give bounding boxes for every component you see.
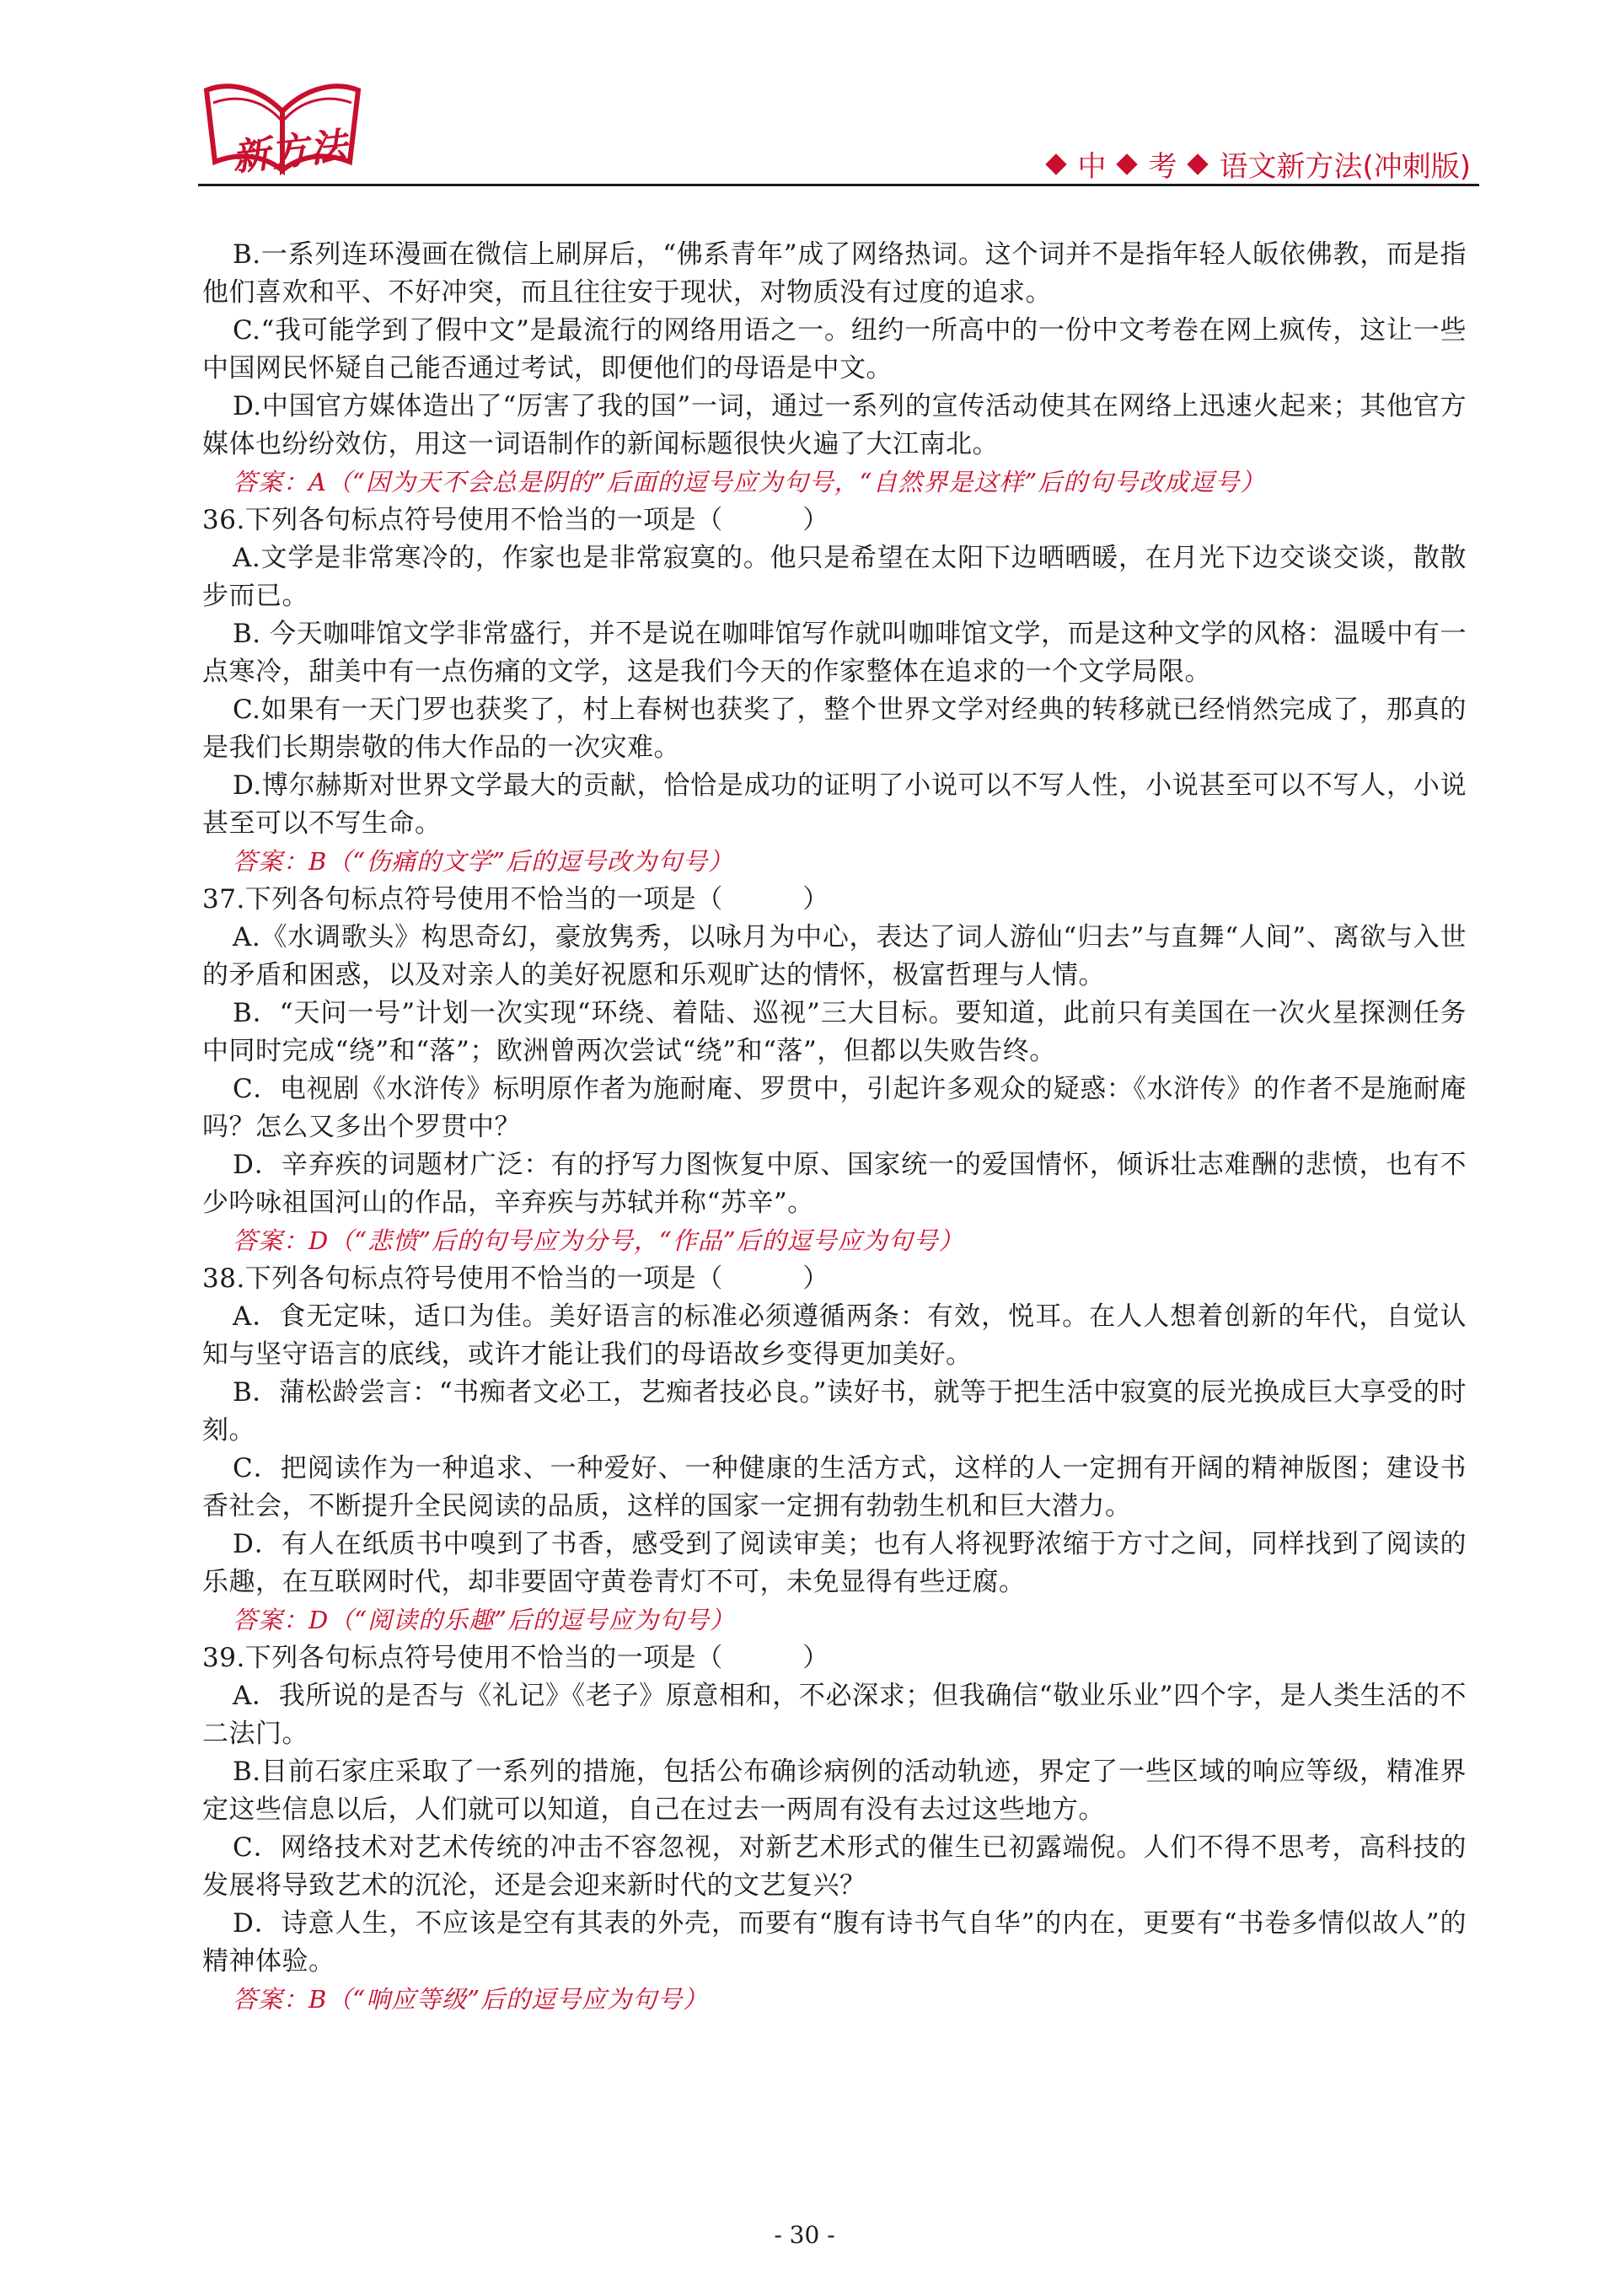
- option-text: C.如果有一天门罗也获奖了，村上春树也获奖了，整个世界文学对经典的转移就已经悄然完成了，那真的是我们长期崇敬的伟大作品的一次灾难。: [202, 695, 1467, 763]
- logo: [198, 69, 367, 187]
- answer-text: 答案：B（“响应等级”后的逗号应为句号）: [233, 1985, 708, 2014]
- option-text: B.一系列连环漫画在微信上刷屏后，“佛系青年”成了网络热词。这个词并不是指年轻人皈依佛教，而是指他们喜欢和平、不好冲突，而且往往安于现状，对物质没有过度的追求。: [202, 239, 1467, 308]
- option-text: C．把阅读作为一种追求、一种爱好、一种健康的生活方式，这样的人一定拥有开阔的精神版图；建设书香社会，不断提升全民阅读的品质，这样的国家一定拥有勃勃生机和巨大潜力。: [202, 1453, 1467, 1521]
- answer-text: 答案：A（“因为天不会总是阴的”后面的逗号应为句号，“自然界是这样”后的句号改成逗号）: [233, 468, 1266, 496]
- option-text: D.博尔赫斯对世界文学最大的贡献，恰恰是成功的证明了小说可以不写人性，小说甚至可以不写人，小说甚至可以不写生命。: [202, 770, 1467, 839]
- option-text: C．电视剧《水浒传》标明原作者为施耐庵、罗贯中，引起许多观众的疑惑：《水浒传》的作者不是施耐庵吗？怎么又多出个罗贯中？: [202, 1074, 1467, 1142]
- series-title: [1042, 143, 1471, 185]
- question-stem: 36.下列各句标点符号使用不恰当的一项是（ ）: [202, 505, 829, 535]
- answer-text: 答案：B（“伤痛的文学”后的逗号改为句号）: [233, 847, 733, 876]
- option-text: A.文学是非常寒冷的，作家也是非常寂寞的。他只是希望在太阳下边晒晒暖，在月光下边交谈交谈，散散步而已。: [202, 543, 1467, 611]
- series-book-title: 语文新方法(冲刺版): [1219, 150, 1471, 184]
- option-text: A．我所说的是否与《礼记》《老子》原意相和，不必深求；但我确信“敬业乐业”四个字，是人类生活的不二法门。: [202, 1681, 1467, 1749]
- question-stem: 37.下列各句标点符号使用不恰当的一项是（ ）: [202, 884, 829, 915]
- page-header: [198, 69, 1479, 196]
- option-text: C.“我可能学到了假中文”是最流行的网络用语之一。纽约一所高中的一份中文考卷在网上疯传，这让一些中国网民怀疑自己能否通过考试，即便他们的母语是中文。: [202, 315, 1467, 384]
- answer-text: 答案：D（“悲愤”后的句号应为分号，“作品”后的逗号应为句号）: [233, 1226, 964, 1255]
- option-text: B.目前石家庄采取了一系列的措施，包括公布确诊病例的活动轨迹，界定了一些区域的响应等级，精准界定这些信息以后，人们就可以知道，自己在过去一两周有没有去过这些地方。: [202, 1757, 1467, 1825]
- option-text: D．诗意人生，不应该是空有其表的外壳，而要有“腹有诗书气自华”的内在，更要有“书卷多情似故人”的精神体验。: [202, 1908, 1467, 1977]
- page-number: - 30 -: [774, 2221, 835, 2249]
- page-content: [202, 236, 1467, 2019]
- option-text: C．网络技术对艺术传统的冲击不容忽视，对新艺术形式的催生已初露端倪。人们不得不思考，高科技的发展将导致艺术的沉沦，还是会迎来新时代的文艺复兴？: [202, 1832, 1467, 1901]
- option-text: A.《水调歌头》构思奇幻，豪放隽秀，以咏月为中心，表达了词人游仙“归去”与直舞“人间”、离欲与入世的矛盾和困惑，以及对亲人的美好祝愿和乐观旷达的情怀，极富哲理与人情。: [202, 922, 1467, 990]
- logo-text: 新方法: [230, 124, 351, 180]
- diamond-icon: [1117, 153, 1138, 174]
- option-text: D．辛弃疾的词题材广泛：有的抒写力图恢复中原、国家统一的爱国情怀，倾诉壮志难酬的悲愤，也有不少吟咏祖国河山的作品，辛弃疾与苏轼并称“苏辛”。: [202, 1150, 1467, 1218]
- question-stem: 39.下列各句标点符号使用不恰当的一项是（ ）: [202, 1643, 829, 1673]
- diamond-icon: [1188, 153, 1209, 174]
- option-text: B．蒲松龄尝言：“书痴者文必工，艺痴者技必良。”读好书，就等于把生活中寂寞的辰光换成巨大享受的时刻。: [202, 1377, 1467, 1446]
- question-stem: 38.下列各句标点符号使用不恰当的一项是（ ）: [202, 1263, 829, 1294]
- series-part1: 中: [1077, 150, 1107, 184]
- answer-text: 答案：D（“阅读的乐趣”后的逗号应为句号）: [233, 1606, 735, 1634]
- option-text: B．“天问一号”计划一次实现“环绕、着陆、巡视”三大目标。要知道，此前只有美国在一次火星探测任务中同时完成“绕”和“落”；欧洲曾两次尝试“绕”和“落”，但都以失败告终。: [202, 998, 1467, 1066]
- option-text: D．有人在纸质书中嗅到了书香，感受到了阅读审美；也有人将视野浓缩于方寸之间，同样找到了阅读的乐趣，在互联网时代，却非要固守黄卷青灯不可，未免显得有些迂腐。: [202, 1529, 1467, 1597]
- series-part2: 考: [1148, 150, 1177, 184]
- header-divider: [198, 184, 1479, 186]
- diamond-icon: [1046, 153, 1067, 174]
- option-text: A．食无定味，适口为佳。美好语言的标准必须遵循两条：有效，悦耳。在人人想着创新的年代，自觉认知与坚守语言的底线，或许才能让我们的母语故乡变得更加美好。: [202, 1301, 1467, 1370]
- option-text: B. 今天咖啡馆文学非常盛行，并不是说在咖啡馆写作就叫咖啡馆文学，而是这种文学的风格：温暖中有一点寒冷，甜美中有一点伤痛的文学，这是我们今天的作家整体在追求的一个文学局限。: [202, 619, 1467, 687]
- option-text: D.中国官方媒体造出了“厉害了我的国”一词，通过一系列的宣传活动使其在网络上迅速火起来；其他官方媒体也纷纷效仿，用这一词语制作的新闻标题很快火遍了大江南北。: [202, 391, 1467, 459]
